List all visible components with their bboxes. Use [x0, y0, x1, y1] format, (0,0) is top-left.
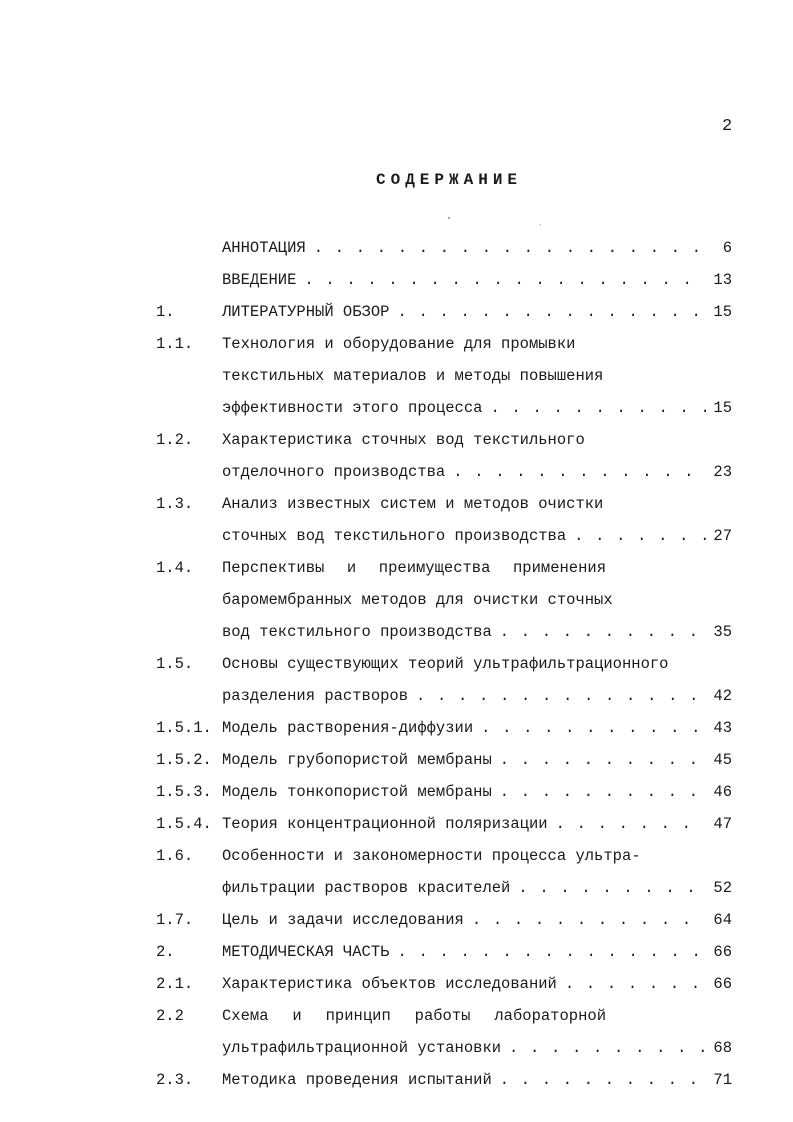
- section-title: отделочного производства: [222, 463, 446, 481]
- section-title: МЕТОДИЧЕСКАЯ ЧАСТЬ: [222, 943, 390, 961]
- section-number: 2.3.: [156, 1071, 194, 1089]
- leader-dots: [500, 1064, 706, 1096]
- section-number: 1.4.: [156, 559, 194, 577]
- section-title: Анализ известных систем и методов очистки: [222, 495, 604, 513]
- toc-title: СОДЕРЖАНИЕ: [376, 171, 523, 189]
- section-title: Технология и оборудование для промывки: [222, 335, 576, 353]
- section-title: разделения растворов: [222, 687, 409, 705]
- toc-line: [0, 616, 793, 648]
- section-number: 2.1.: [156, 975, 194, 993]
- leader-dots: [490, 392, 706, 424]
- section-title: Модель грубопористой мембраны: [222, 751, 492, 769]
- page-ref: 35: [713, 623, 732, 641]
- toc-line: [0, 360, 793, 392]
- toc-line: [0, 904, 793, 936]
- section-title: Цель и задачи исследования: [222, 911, 464, 929]
- leader-dots: [500, 616, 706, 648]
- leader-dots: [314, 232, 706, 264]
- leader-dots: [565, 968, 706, 1000]
- page-ref: 15: [713, 303, 732, 321]
- page-ref: 27: [713, 527, 732, 545]
- page-ref: 68: [713, 1039, 732, 1057]
- toc-line: [0, 520, 793, 552]
- section-title: Схема и принцип работы лабораторной: [222, 1007, 606, 1025]
- scan-speck: [448, 217, 450, 219]
- toc-line: [0, 424, 793, 456]
- leader-dots: [397, 296, 706, 328]
- section-title: вод текстильного производства: [222, 623, 492, 641]
- toc-line: [0, 968, 793, 1000]
- page-ref: 43: [713, 719, 732, 737]
- section-title: АННОТАЦИЯ: [222, 239, 306, 257]
- leader-dots: [304, 264, 706, 296]
- section-title: Методика проведения испытаний: [222, 1071, 492, 1089]
- toc-line: [0, 488, 793, 520]
- toc-line: [0, 744, 793, 776]
- page-ref: 64: [713, 911, 732, 929]
- toc-line: [0, 872, 793, 904]
- toc-line: [0, 456, 793, 488]
- section-title: Основы существующих теорий ультрафильтрационного: [222, 655, 669, 673]
- section-number: 1.: [156, 303, 175, 321]
- section-title: ультрафильтрационной установки: [222, 1039, 502, 1057]
- leader-dots: [518, 872, 706, 904]
- toc-line: [0, 552, 793, 584]
- toc-line: [0, 584, 793, 616]
- section-number: 1.6.: [156, 847, 194, 865]
- section-title: Модель растворения-диффузии: [222, 719, 474, 737]
- toc-line: [0, 392, 793, 424]
- section-number: 2.2: [156, 1007, 184, 1025]
- section-title: фильтрации растворов красителей: [222, 879, 511, 897]
- page-ref: 15: [713, 399, 732, 417]
- section-title: сточных вод текстильного производства: [222, 527, 567, 545]
- section-title: эффективности этого процесса: [222, 399, 483, 417]
- section-title: Модель тонкопористой мембраны: [222, 783, 492, 801]
- section-title: Характеристика объектов исследований: [222, 975, 557, 993]
- section-number: 1.7.: [156, 911, 194, 929]
- page-ref: 6: [722, 239, 732, 257]
- scan-speck: [540, 224, 541, 225]
- toc-line: [0, 712, 793, 744]
- section-title: ВВЕДЕНИЕ: [222, 271, 297, 289]
- section-title: Теория концентрационной поляризации: [222, 815, 548, 833]
- leader-dots: [509, 1032, 706, 1064]
- toc-line: [0, 776, 793, 808]
- section-title: баромембранных методов для очистки сточных: [222, 591, 613, 609]
- toc-line: [0, 264, 793, 296]
- section-number: 1.2.: [156, 431, 194, 449]
- section-title: Характеристика сточных вод текстильного: [222, 431, 585, 449]
- section-number: 1.3.: [156, 495, 194, 513]
- page-ref: 66: [713, 975, 732, 993]
- page-ref: 13: [713, 271, 732, 289]
- section-number: 1.5.1.: [156, 719, 212, 737]
- leader-dots: [500, 776, 706, 808]
- page-ref: 71: [713, 1071, 732, 1089]
- toc-line: [0, 936, 793, 968]
- leader-dots: [397, 936, 706, 968]
- leader-dots: [556, 808, 706, 840]
- page-ref: 52: [713, 879, 732, 897]
- page-ref: 23: [713, 463, 732, 481]
- leader-dots: [481, 712, 706, 744]
- toc-line: [0, 808, 793, 840]
- section-number: 1.5.: [156, 655, 194, 673]
- page-ref: 45: [713, 751, 732, 769]
- page-ref: 66: [713, 943, 732, 961]
- toc-line: [0, 1000, 793, 1032]
- table-of-contents: [0, 232, 793, 1096]
- toc-line: [0, 1032, 793, 1064]
- section-title: Особенности и закономерности процесса ультра-: [222, 847, 641, 865]
- page-number: 2: [722, 117, 733, 136]
- section-title: Перспективы и преимущества применения: [222, 559, 606, 577]
- section-number: 1.5.2.: [156, 751, 212, 769]
- toc-line: [0, 296, 793, 328]
- toc-line: [0, 648, 793, 680]
- section-number: 1.1.: [156, 335, 194, 353]
- toc-line: [0, 232, 793, 264]
- leader-dots: [416, 680, 706, 712]
- leader-dots: [453, 456, 706, 488]
- section-number: 1.5.3.: [156, 783, 212, 801]
- section-number: 2.: [156, 943, 175, 961]
- toc-line: [0, 840, 793, 872]
- toc-line: [0, 328, 793, 360]
- page-ref: 46: [713, 783, 732, 801]
- leader-dots: [472, 904, 706, 936]
- page-ref: 47: [713, 815, 732, 833]
- section-number: 1.5.4.: [156, 815, 212, 833]
- leader-dots: [574, 520, 706, 552]
- section-title: текстильных материалов и методы повышения: [222, 367, 604, 385]
- toc-line: [0, 680, 793, 712]
- page-ref: 42: [713, 687, 732, 705]
- leader-dots: [500, 744, 706, 776]
- toc-line: [0, 1064, 793, 1096]
- section-title: ЛИТЕРАТУРНЫЙ ОБЗОР: [222, 303, 390, 321]
